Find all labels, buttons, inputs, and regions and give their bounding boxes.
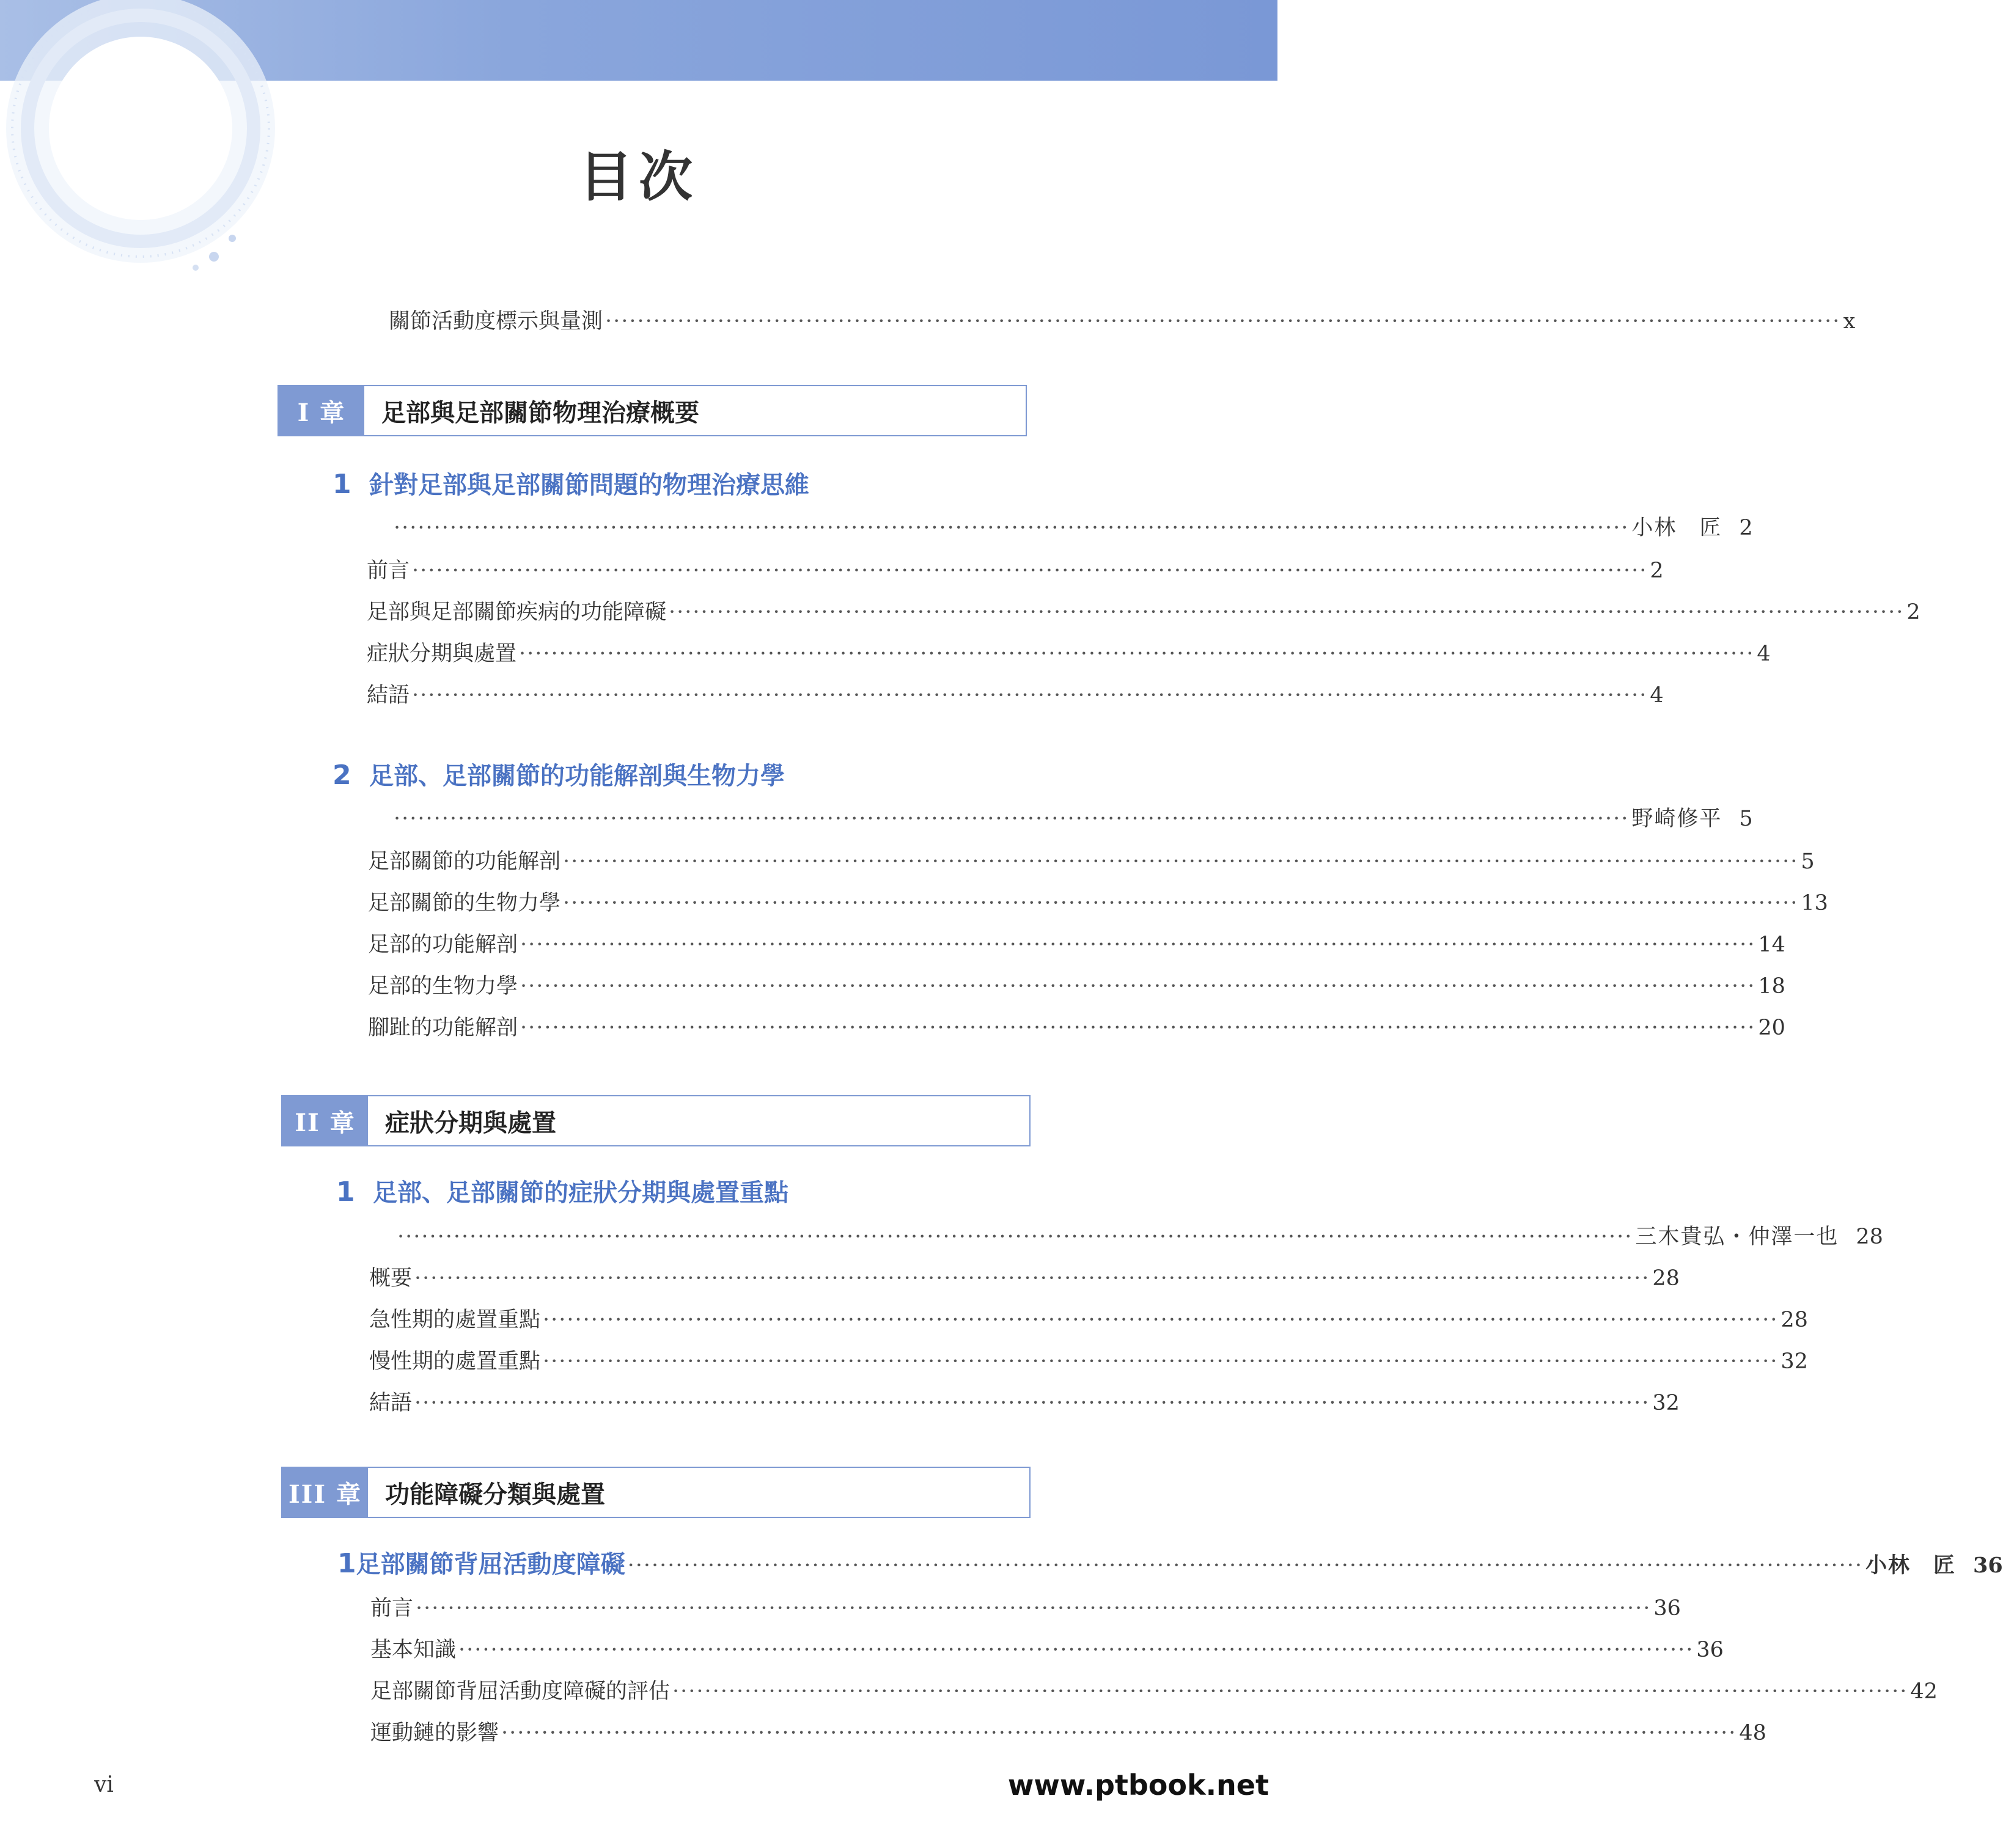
section-number: 1 — [337, 1548, 356, 1579]
chapter-header-3[interactable] — [281, 1467, 1031, 1518]
section-author-row — [391, 511, 1753, 541]
toc-entry-label: 關節活動度標示與量測 — [389, 309, 603, 334]
toc-entry[interactable] — [367, 554, 1664, 584]
chapter-header-1[interactable] — [277, 385, 1027, 436]
toc-entry-label: 足部關節的生物力學 — [368, 891, 561, 915]
toc-entry-label: 運動鏈的影響 — [370, 1721, 499, 1745]
leader-dots — [416, 1596, 1651, 1621]
leader-dots — [520, 974, 1755, 999]
toc-entry-label: 足部關節的功能解剖 — [368, 849, 561, 874]
toc-entry-page: 28 — [1856, 1225, 1883, 1249]
chapter-header-2[interactable] — [281, 1095, 1031, 1146]
toc-entry-label: 結語 — [367, 683, 410, 708]
toc-entry[interactable] — [370, 1633, 1724, 1663]
author-name: 小林 匠 — [1631, 516, 1722, 540]
toc-entry-page: 5 — [1739, 807, 1753, 831]
toc-entry-page: 2 — [1739, 516, 1753, 540]
toc-entry-label: 足部與足部關節疾病的功能障礙 — [367, 600, 667, 625]
leader-dots — [605, 309, 1840, 334]
toc-entry-page: 4 — [1650, 683, 1664, 708]
leader-dots — [543, 1349, 1778, 1374]
leader-dots — [414, 1266, 1650, 1291]
leader-dots — [669, 600, 1904, 625]
toc-entry-page: 20 — [1758, 1016, 1785, 1040]
toc-entry[interactable] — [369, 1344, 1808, 1375]
toc-entry-intro[interactable] — [389, 304, 1856, 335]
toc-entry[interactable] — [370, 1674, 1938, 1705]
toc-entry-label: 急性期的處置重點 — [369, 1308, 541, 1332]
leader-dots — [519, 642, 1754, 666]
toc-entry-page: 48 — [1739, 1721, 1766, 1745]
section-author-row — [395, 1220, 1883, 1250]
leader-dots — [563, 891, 1798, 915]
toc-entry[interactable] — [368, 928, 1785, 958]
section-heading[interactable] — [333, 466, 809, 501]
toc-entry-label: 概要 — [369, 1266, 413, 1291]
chapter-number: I 章 — [279, 386, 364, 435]
chapter-number: II 章 — [282, 1096, 368, 1145]
section-title: 足部、足部關節的症狀分期與處置重點 — [373, 1178, 788, 1207]
leader-dots — [412, 559, 1647, 583]
leader-dots — [520, 1016, 1755, 1040]
leader-dots — [397, 1225, 1633, 1249]
toc-entry-page: 36 — [1972, 1553, 2003, 1578]
chapter-title: 功能障礙分類與處置 — [385, 1480, 605, 1509]
toc-entry-page: 13 — [1801, 891, 1828, 915]
leader-dots — [672, 1679, 1908, 1704]
section-author-row — [625, 1549, 2003, 1579]
section-heading[interactable] — [337, 1545, 2003, 1580]
toc-entry[interactable] — [367, 637, 1771, 667]
section-number: 1 — [336, 1176, 355, 1208]
section-number: 2 — [333, 760, 351, 791]
toc-entry-label: 前言 — [370, 1596, 414, 1621]
toc-entry[interactable] — [370, 1591, 1681, 1622]
chapter-title: 足部與足部關節物理治療概要 — [381, 398, 699, 427]
toc-entry[interactable] — [369, 1261, 1680, 1292]
toc-entry-page: 5 — [1801, 849, 1815, 874]
toc-entry-label: 足部的功能解剖 — [368, 933, 518, 957]
toc-entry[interactable] — [368, 886, 1828, 917]
toc-entry-label: 基本知識 — [370, 1638, 457, 1662]
toc-entry[interactable] — [369, 1303, 1808, 1333]
leader-dots — [394, 516, 1629, 540]
website-watermark: www.ptbook.net — [1007, 1769, 1269, 1802]
section-heading[interactable] — [333, 757, 785, 791]
toc-entry-label: 慢性期的處置重點 — [369, 1349, 541, 1374]
leader-dots — [563, 849, 1798, 874]
toc-entry[interactable] — [368, 1011, 1785, 1041]
chapter-title: 症狀分期與處置 — [385, 1109, 556, 1137]
toc-entry-page: 28 — [1781, 1308, 1808, 1332]
toc-entry[interactable] — [368, 969, 1785, 1000]
toc-entry[interactable] — [369, 1386, 1680, 1417]
section-author-row — [391, 802, 1753, 832]
toc-entry[interactable] — [370, 1716, 1766, 1747]
toc-entry[interactable] — [367, 678, 1664, 709]
toc-entry-page: 32 — [1781, 1349, 1808, 1374]
toc-entry-page: 32 — [1652, 1391, 1680, 1415]
toc-entry-page: 14 — [1758, 933, 1785, 957]
author-name: 小林 匠 — [1865, 1553, 1956, 1578]
toc-entry[interactable] — [368, 845, 1815, 875]
section-number: 1 — [333, 469, 351, 500]
leader-dots — [501, 1721, 1737, 1745]
toc-entry-page: 4 — [1757, 642, 1771, 666]
toc-entry[interactable] — [367, 595, 1920, 626]
toc-entry-label: 足部關節背屈活動度障礙的評估 — [370, 1679, 671, 1704]
toc-entry-page: x — [1843, 309, 1856, 334]
leader-dots — [394, 807, 1629, 831]
toc-entry-label: 腳趾的功能解剖 — [368, 1016, 518, 1040]
leader-dots — [412, 683, 1647, 708]
toc-entry-page: 2 — [1650, 559, 1664, 583]
toc-entry-page: 36 — [1696, 1638, 1724, 1662]
chapter-number: III 章 — [282, 1468, 368, 1517]
toc-entry-page: 42 — [1910, 1679, 1938, 1704]
author-name: 三木貴弘・仲澤一也 — [1635, 1225, 1839, 1249]
section-title: 足部、足部關節的功能解剖與生物力學 — [369, 761, 785, 790]
toc-entry-label: 症狀分期與處置 — [367, 642, 517, 666]
page-title: 目次 — [578, 145, 699, 208]
author-name: 野崎修平 — [1631, 807, 1722, 831]
leader-dots — [520, 933, 1755, 957]
toc-entry-label: 前言 — [367, 559, 410, 583]
toc-entry-page: 2 — [1906, 600, 1920, 625]
toc-entry-label: 足部的生物力學 — [368, 974, 518, 999]
toc-entry-page: 36 — [1653, 1596, 1681, 1621]
leader-dots — [628, 1553, 1863, 1578]
leader-dots — [414, 1391, 1650, 1415]
toc-entry-page: 28 — [1652, 1266, 1680, 1291]
section-title: 針對足部與足部關節問題的物理治療思維 — [369, 471, 809, 499]
section-title: 足部關節背屈活動度障礙 — [356, 1550, 625, 1579]
toc-entry-label: 結語 — [369, 1391, 413, 1415]
page-number: vi — [94, 1772, 114, 1797]
leader-dots — [458, 1638, 1694, 1662]
toc-entry-page: 18 — [1758, 974, 1785, 999]
section-heading[interactable] — [336, 1173, 788, 1208]
leader-dots — [543, 1308, 1778, 1332]
